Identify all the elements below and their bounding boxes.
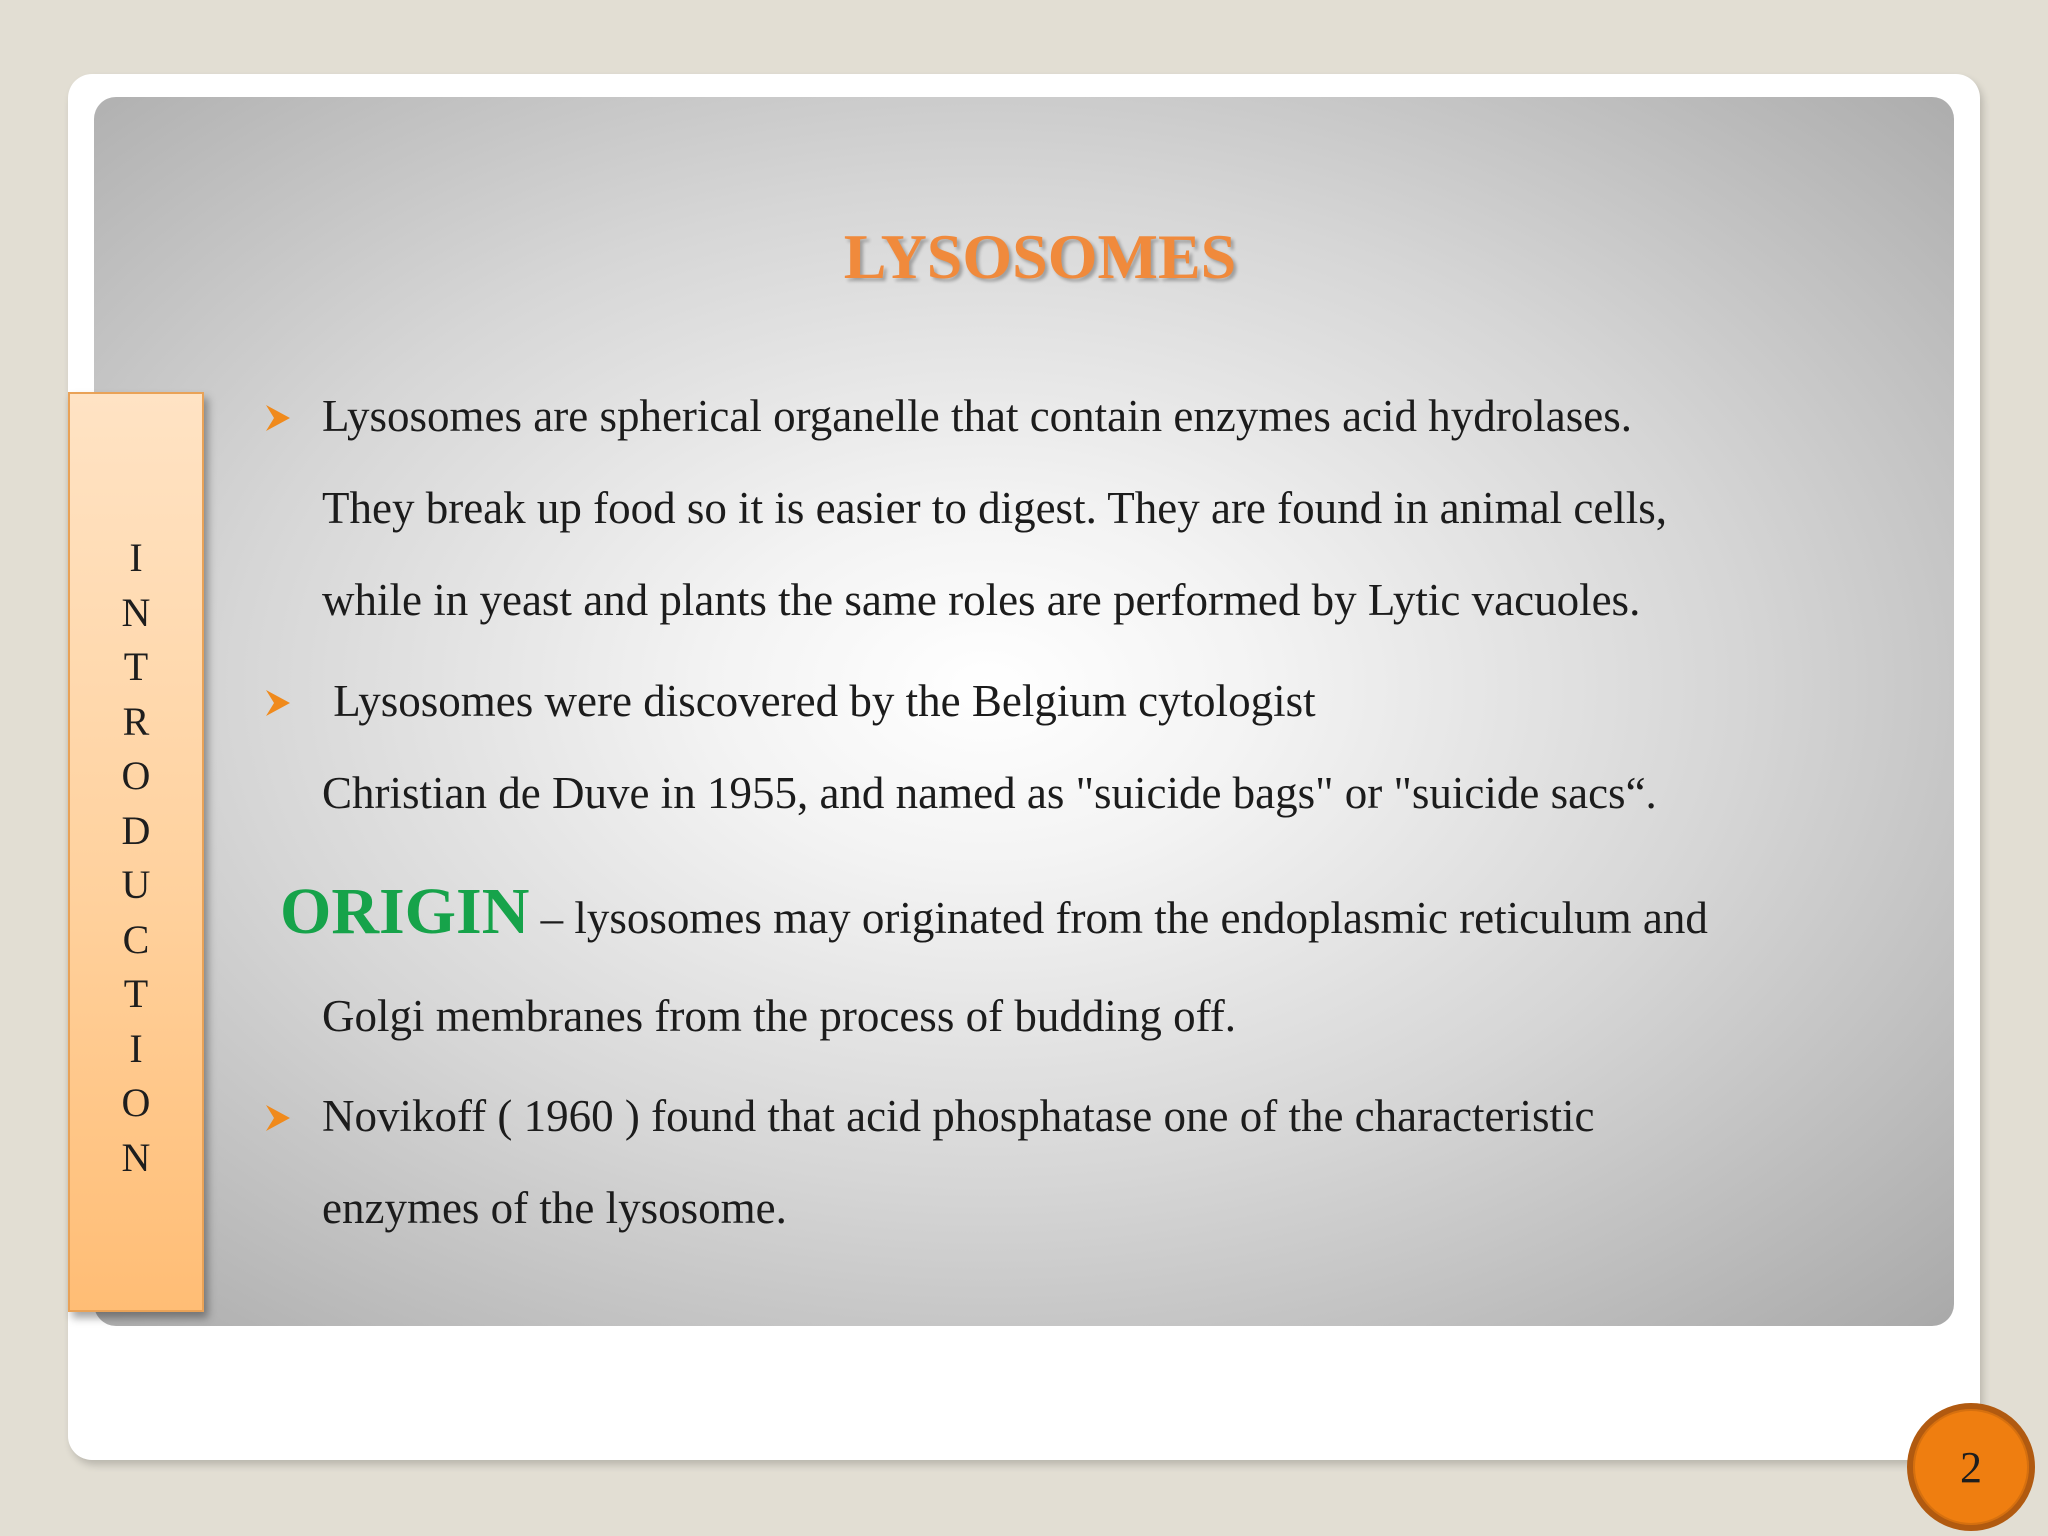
side-letter: I [129, 1025, 143, 1071]
origin-text: – lysosomes may originated from the endoplasmic reticulum and [529, 893, 1708, 943]
side-letter: N [121, 1134, 151, 1180]
bullet-2-line: Lysosomes were discovered by the Belgium cytologist [322, 676, 1316, 726]
origin-continuation: Golgi membranes from the process of budding off. [322, 991, 1236, 1041]
origin-keyword: ORIGIN [280, 875, 530, 948]
side-tab-introduction [68, 392, 204, 1312]
side-tab-letters [70, 531, 202, 1185]
side-letter: D [121, 807, 151, 853]
origin-paragraph [280, 872, 1708, 958]
bullet-2 [322, 655, 1657, 839]
bullet-2-line: Christian de Duve in 1955, and named as "suicide bags" or "suicide sacs“. [322, 768, 1657, 818]
side-letter: U [121, 862, 151, 907]
bullet-1 [322, 370, 1667, 646]
side-letter: T [123, 971, 149, 1016]
arrowhead-bullet-icon [264, 403, 292, 433]
arrowhead-bullet-icon [264, 1103, 292, 1133]
bullet-1-line: while in yeast and plants the same roles are performed by Lytic vacuoles. [322, 575, 1641, 625]
slide-title: LYSOSOMES [843, 221, 1237, 292]
bullet-1-line: They break up food so it is easier to digest. They are found in animal cells, [322, 483, 1668, 533]
arrowhead-bullet-icon [264, 688, 292, 718]
page-number-badge: 2 [1907, 1403, 2035, 1531]
side-letter: R [122, 698, 150, 744]
side-letter: I [129, 535, 143, 580]
side-letter: T [123, 644, 149, 689]
side-letter: O [121, 1080, 151, 1125]
bullet-1-line: Lysosomes are spherical organelle that contain enzymes acid hydrolases. [322, 391, 1632, 441]
bullet-3-line: Novikoff ( 1960 ) found that acid phosphatase one of the characteristic [322, 1091, 1595, 1141]
bullet-3 [322, 1070, 1595, 1254]
side-letter: N [121, 589, 151, 635]
side-letter: C [122, 916, 150, 962]
side-letter: O [121, 753, 151, 798]
bullet-3-line: enzymes of the lysosome. [322, 1183, 787, 1233]
